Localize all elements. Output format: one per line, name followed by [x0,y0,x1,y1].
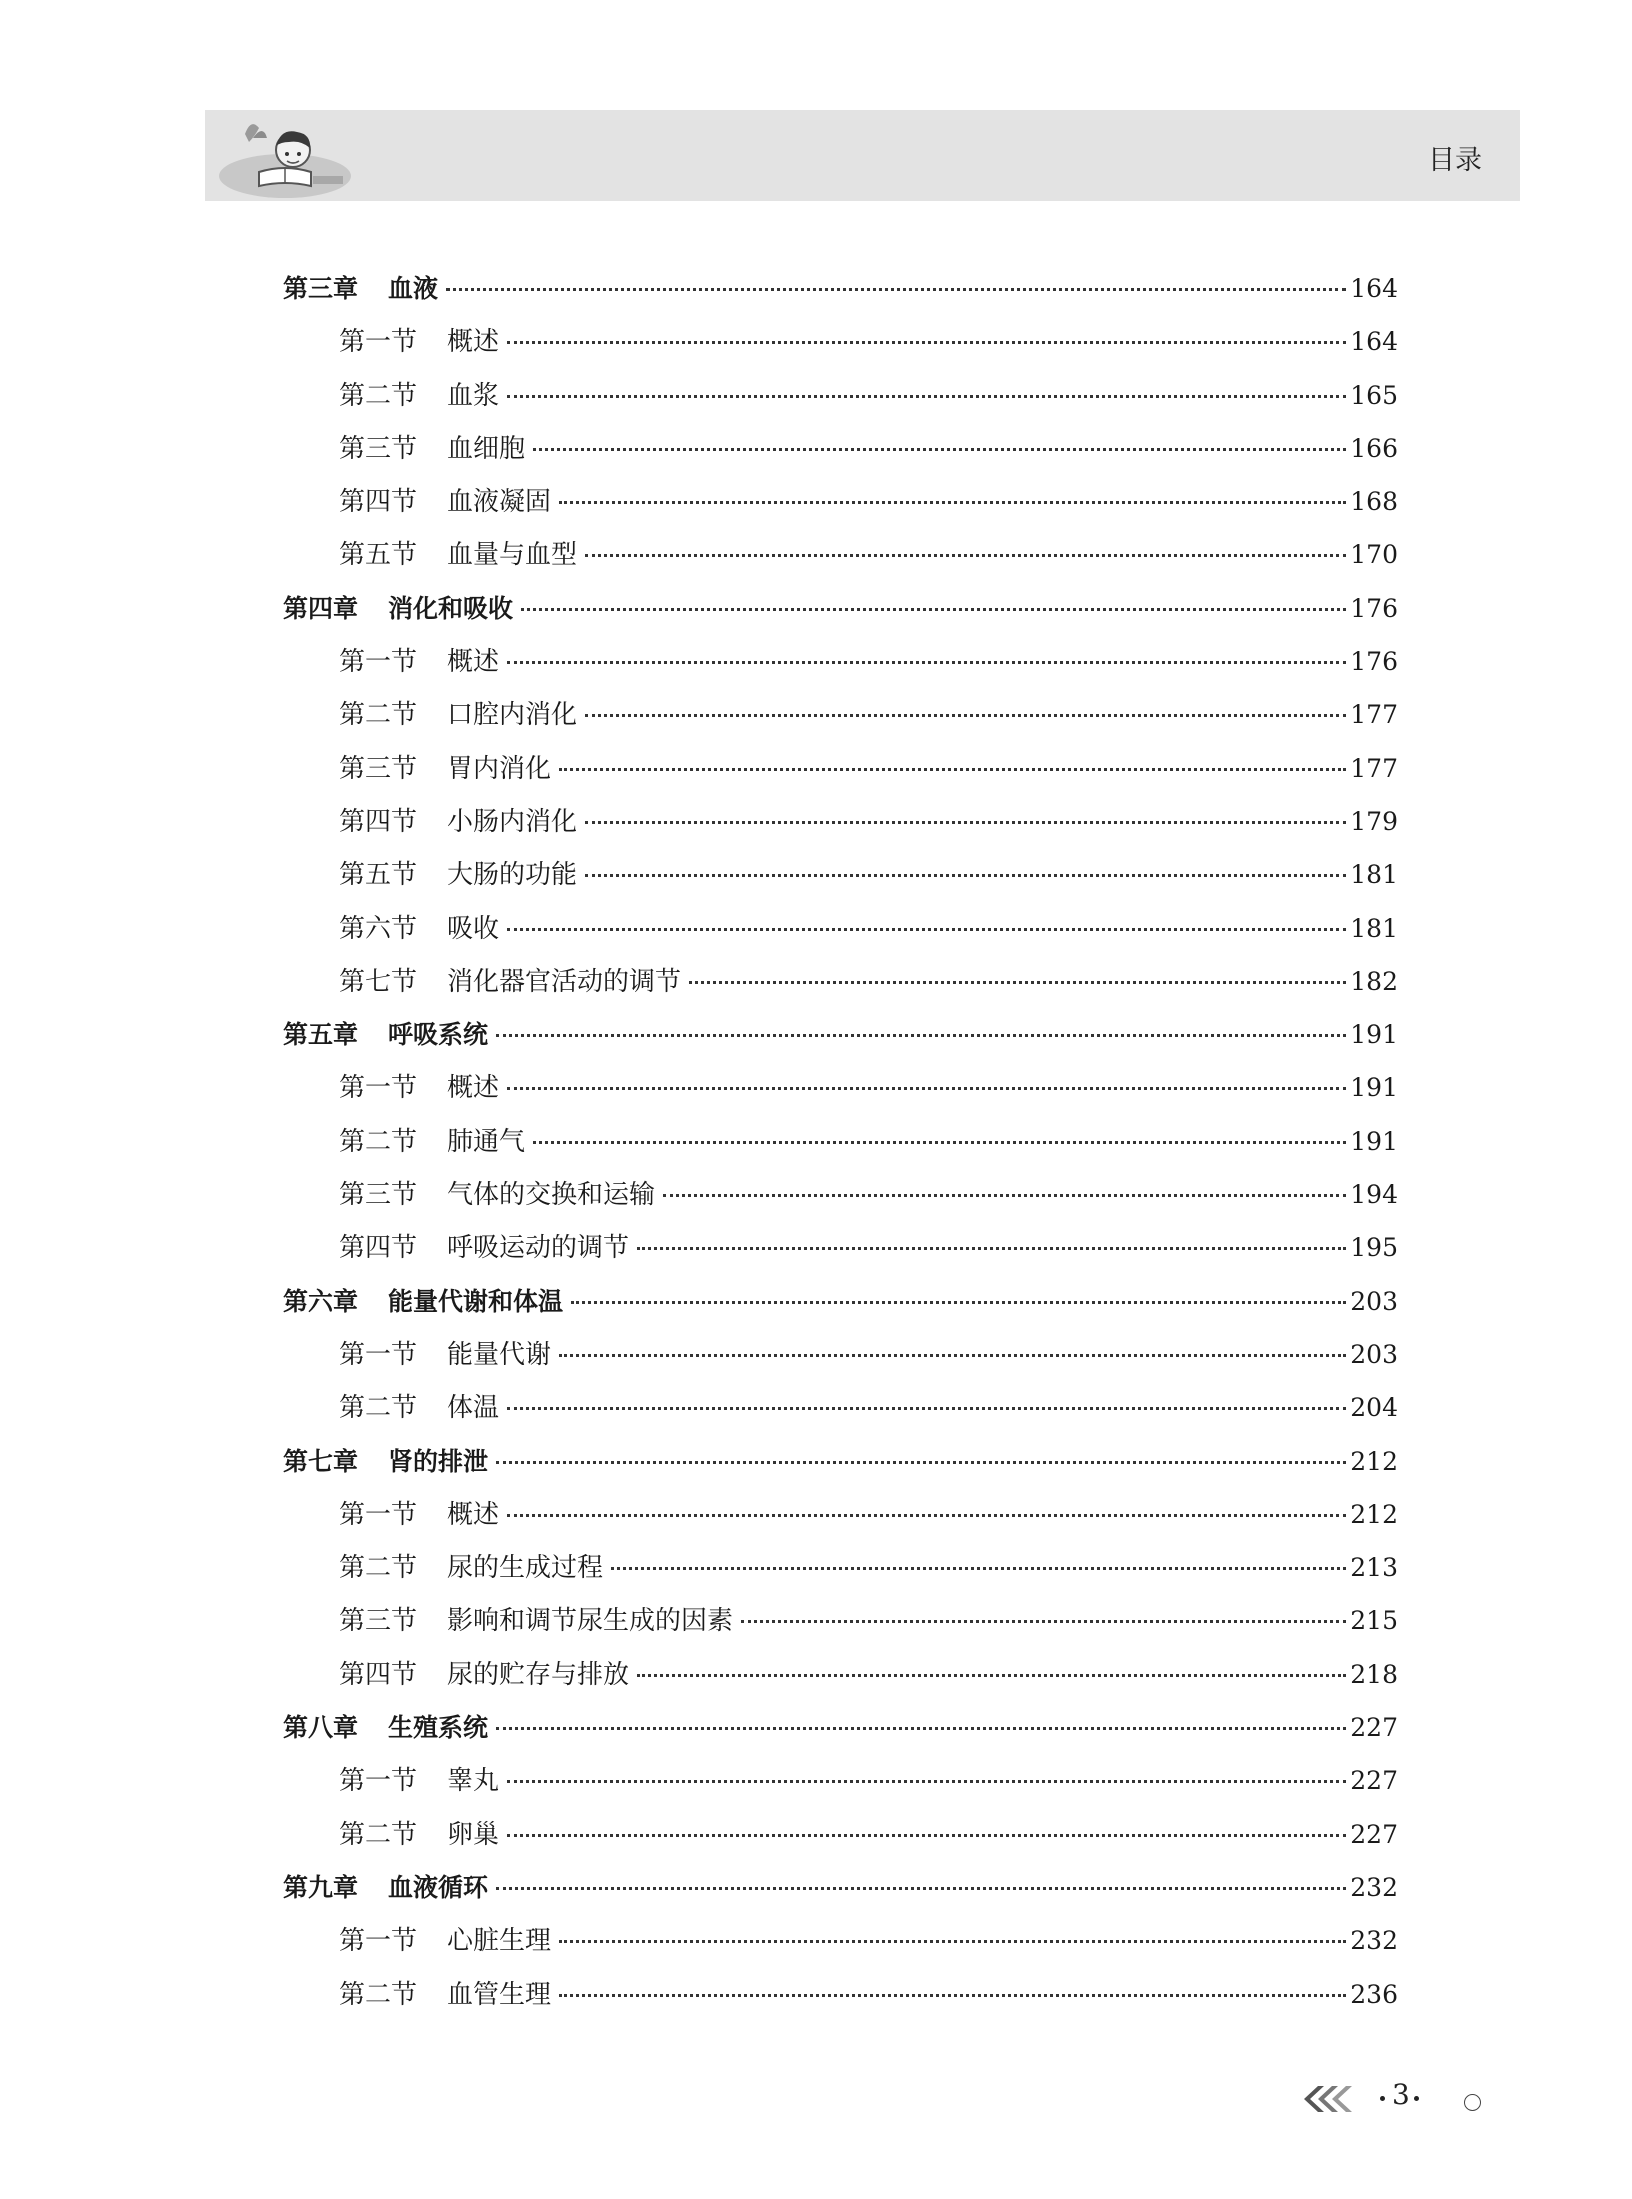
toc-entry-number: 第三章 [283,274,359,303]
toc-section-entry [283,742,1398,795]
toc-entry-page: 182 [1350,966,1398,996]
toc-entry-number: 第二节 [339,1553,418,1584]
toc-entry-page: 170 [1350,540,1398,570]
toc-entry-number: 第四章 [283,593,359,623]
toc-section-entry [283,1968,1398,2021]
toc-entry-page: 177 [1350,700,1398,730]
toc-chapter-entry [283,1861,1398,1914]
dot-leader [559,501,1346,504]
toc-section-entry [283,795,1398,848]
dot-leader [507,395,1346,398]
toc-section-entry [283,422,1398,475]
toc-entry-page: 195 [1350,1233,1398,1263]
toc-entry-title: 血量与血型 [447,540,578,571]
toc-entry-title: 肺通气 [447,1126,526,1157]
page-header [205,110,1520,201]
toc-entry-page: 181 [1350,860,1398,890]
toc-entry-number: 第四节 [339,1659,418,1690]
toc-entry-title: 体温 [447,1393,500,1424]
dot-leader [585,874,1346,877]
toc-entry-title: 概述 [447,1499,500,1530]
toc-entry-page: 194 [1350,1180,1398,1210]
page-number-dot [1380,2096,1385,2101]
toc-entry-page: 164 [1350,327,1398,357]
toc-chapter-entry [283,582,1398,635]
toc-entry-title: 呼吸运动的调节 [447,1233,630,1264]
page-footer [1300,2078,1500,2118]
toc-section-entry [283,475,1398,528]
toc-entry-number: 第三节 [339,1606,418,1637]
toc-section-entry [283,635,1398,688]
dot-leader [533,448,1346,451]
dot-leader [533,1141,1346,1144]
toc-entry-page: 177 [1350,753,1398,783]
toc-entry-page: 168 [1350,487,1398,517]
dot-leader [507,1407,1346,1410]
toc-entry-number: 第七章 [283,1446,359,1476]
toc-entry-number: 第一节 [339,1339,418,1370]
toc-section-entry [283,1221,1398,1274]
dot-leader [585,714,1346,717]
toc-section-entry [283,902,1398,955]
toc-entry-page: 218 [1350,1659,1398,1689]
toc-entry-page: 191 [1350,1073,1398,1103]
toc-entry-number: 第二节 [339,1979,418,2010]
toc-section-entry [283,369,1398,422]
toc-entry-page: 227 [1350,1766,1398,1796]
toc-section-entry [283,1808,1398,1861]
dot-leader [559,1994,1346,1997]
toc-entry-page: 213 [1350,1553,1398,1583]
toc-section-entry [283,1541,1398,1594]
page-number: 3 [1392,2078,1410,2111]
toc-entry-number: 第五节 [339,540,418,571]
toc-entry-page: 176 [1350,593,1398,623]
dot-leader [637,1247,1346,1250]
circle-icon [1464,2094,1481,2111]
toc-entry-title: 尿的生成过程 [447,1553,604,1584]
toc-entry-number: 第一节 [339,1073,418,1104]
toc-chapter-entry [283,1008,1398,1061]
toc-entry-number: 第四节 [339,487,418,518]
dot-leader [507,1514,1346,1517]
dot-leader [585,554,1346,557]
toc-chapter-entry [283,1701,1398,1754]
toc-entry-page: 179 [1350,806,1398,836]
toc-section-entry [283,848,1398,901]
dot-leader [507,1087,1346,1090]
dot-leader [496,1727,1346,1730]
toc-section-entry [283,688,1398,741]
dot-leader [585,821,1346,824]
toc-entry-page: 232 [1350,1872,1398,1902]
toc-section-entry [283,1594,1398,1647]
toc-entry-page: 176 [1350,647,1398,677]
toc-entry-page: 204 [1350,1393,1398,1423]
dot-leader [496,1034,1346,1037]
toc-entry-number: 第二节 [339,700,418,731]
toc-entry-title: 气体的交换和运输 [447,1180,656,1211]
toc-section-entry [283,1381,1398,1434]
toc-entry-title: 大肠的功能 [447,860,578,891]
dot-leader [571,1301,1346,1304]
reading-child-logo [215,114,355,204]
toc-entry-page: 203 [1350,1339,1398,1369]
toc-entry-page: 181 [1350,913,1398,943]
toc-entry-title: 能量代谢 [447,1339,552,1370]
toc-entry-title: 血液凝固 [447,487,552,518]
dot-leader [559,1354,1346,1357]
toc-entry-title: 血管生理 [447,1979,552,2010]
toc-section-entry [283,955,1398,1008]
toc-entry-page: 166 [1350,433,1398,463]
dot-leader [637,1674,1346,1677]
toc-entry-number: 第七节 [339,966,418,997]
toc-entry-title: 能量代谢和体温 [388,1286,564,1316]
toc-entry-page: 236 [1350,1979,1398,2009]
toc-entry-title: 消化和吸收 [388,593,514,623]
toc-entry-page: 215 [1350,1606,1398,1636]
toc-entry-page: 191 [1350,1126,1398,1156]
toc-entry-page: 191 [1350,1020,1398,1050]
toc-entry-page: 203 [1350,1286,1398,1316]
toc-entry-number: 第六节 [339,913,418,944]
toc-entry-title: 概述 [447,647,500,678]
toc-entry-title: 胃内消化 [447,753,552,784]
toc-entry-title: 概述 [447,1073,500,1104]
toc-entry-number: 第三节 [339,753,418,784]
toc-entry-title: 尿的贮存与排放 [447,1659,630,1690]
dot-leader [663,1194,1346,1197]
toc-entry-number: 第一节 [339,647,418,678]
toc-entry-page: 227 [1350,1713,1398,1743]
toc-entry-number: 第一节 [339,1499,418,1530]
toc-section-entry [283,1061,1398,1114]
toc-entry-title: 影响和调节尿生成的因素 [447,1606,734,1637]
toc-entry-title: 吸收 [447,913,500,944]
toc-entry-title: 心脏生理 [447,1926,552,1957]
toc-entry-title: 肾的排泄 [388,1446,489,1476]
toc-entry-number: 第一节 [339,327,418,358]
toc-entry-number: 第四节 [339,806,418,837]
dot-leader [496,1887,1346,1890]
toc-entry-title: 消化器官活动的调节 [447,966,682,997]
toc-entry-title: 概述 [447,327,500,358]
toc-entry-title: 卵巢 [447,1819,500,1850]
dot-leader [689,981,1346,984]
toc-entry-page: 227 [1350,1819,1398,1849]
toc-entry-number: 第二节 [339,380,418,411]
dot-leader [507,1834,1346,1837]
page-number-dot [1414,2096,1419,2101]
toc-entry-title: 小肠内消化 [447,806,578,837]
toc-entry-number: 第九章 [283,1872,359,1902]
toc-entry-page: 164 [1350,274,1398,303]
toc-entry-number: 第二节 [339,1819,418,1850]
toc-entry-number: 第二节 [339,1393,418,1424]
toc-entry-number: 第五节 [339,860,418,891]
toc-entry-number: 第六章 [283,1286,359,1316]
toc-entry-number: 第八章 [283,1713,359,1743]
toc-entry-title: 睾丸 [447,1766,500,1797]
toc-section-entry [283,1648,1398,1701]
chevron-left-icon [1300,2084,1366,2114]
toc-entry-title: 口腔内消化 [447,700,578,731]
header-title: 目录 [1428,145,1482,176]
dot-leader [446,288,1346,291]
toc-section-entry [283,315,1398,368]
toc-chapter-entry [283,1275,1398,1328]
dot-leader [611,1567,1346,1570]
toc-entry-number: 第五章 [283,1020,359,1050]
table-of-contents [283,262,1398,2021]
toc-entry-page: 165 [1350,380,1398,410]
toc-entry-title: 血浆 [447,380,500,411]
toc-entry-number: 第二节 [339,1126,418,1157]
dot-leader [559,1940,1346,1943]
toc-chapter-entry [283,262,1398,315]
toc-entry-title: 呼吸系统 [388,1020,489,1050]
toc-entry-page: 212 [1350,1499,1398,1529]
toc-entry-title: 血液 [388,274,439,303]
toc-entry-page: 232 [1350,1926,1398,1956]
toc-section-entry [283,1115,1398,1168]
toc-section-entry [283,1754,1398,1807]
toc-entry-number: 第一节 [339,1766,418,1797]
toc-entry-page: 212 [1350,1446,1398,1476]
toc-entry-title: 生殖系统 [388,1713,489,1743]
dot-leader [507,661,1346,664]
toc-entry-number: 第三节 [339,433,418,464]
toc-entry-number: 第四节 [339,1233,418,1264]
dot-leader [559,768,1346,771]
dot-leader [496,1461,1346,1464]
toc-section-entry [283,1328,1398,1381]
toc-entry-title: 血液循环 [388,1872,489,1902]
toc-section-entry [283,528,1398,581]
dot-leader [521,608,1346,611]
dot-leader [507,341,1346,344]
toc-entry-number: 第一节 [339,1926,418,1957]
toc-entry-number: 第三节 [339,1180,418,1211]
dot-leader [507,1780,1346,1783]
dot-leader [741,1620,1346,1623]
toc-section-entry [283,1168,1398,1221]
toc-section-entry [283,1914,1398,1967]
toc-section-entry [283,1488,1398,1541]
dot-leader [507,928,1346,931]
toc-chapter-entry [283,1435,1398,1488]
toc-entry-title: 血细胞 [447,433,526,464]
